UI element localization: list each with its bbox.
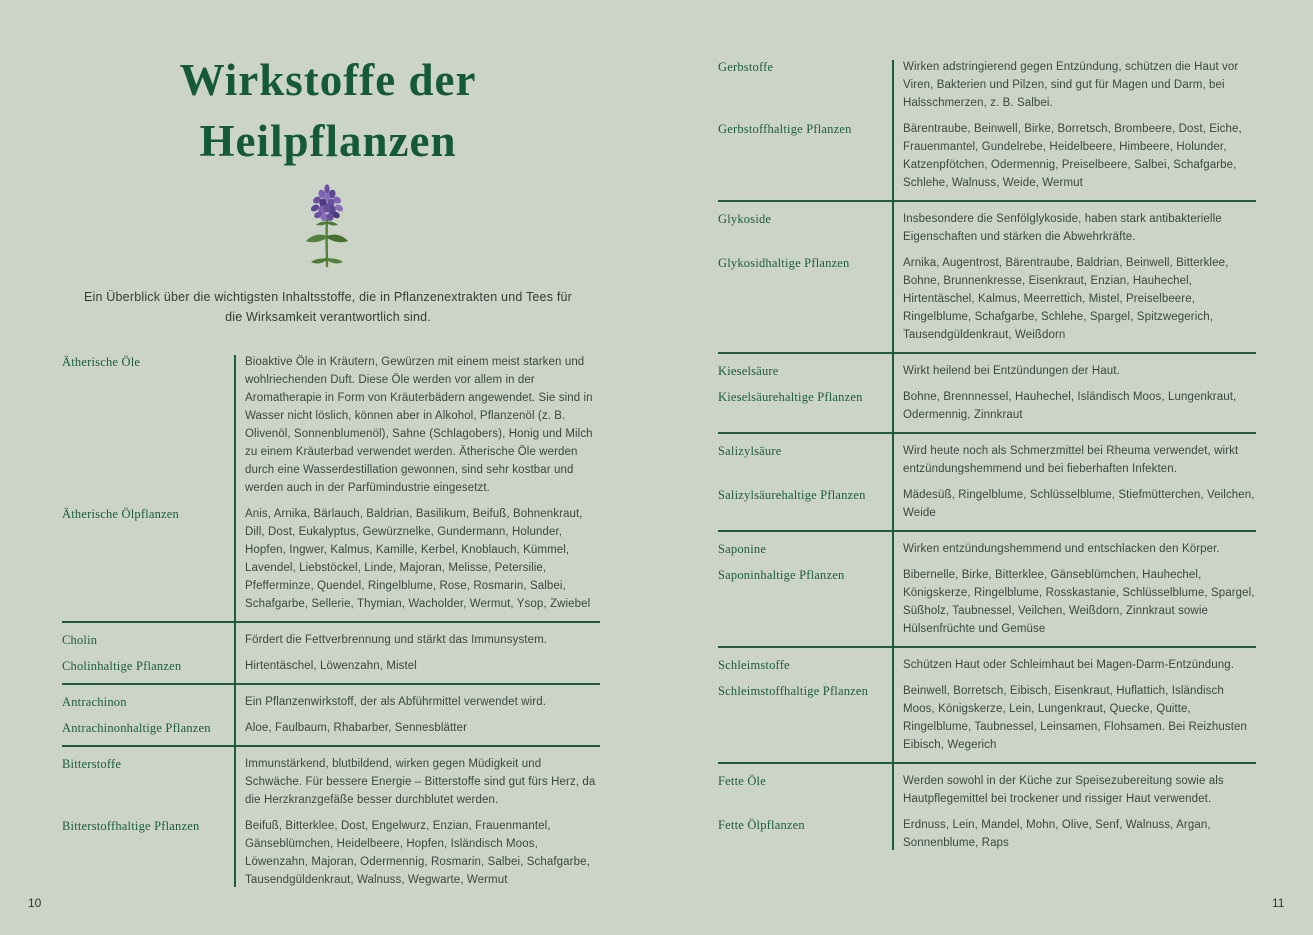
ingredient-text: Bärentraube, Beinwell, Birke, Borretsch, Brombeere, Dost, Eiche, Frauenmantel, Gundelrebe, Heidelbeere, Himbeere, Holunder, Katzenpfötchen, Odermennig, Preiselbeere, Salbei, Schafgarbe, Schlehe, Walnuss, Weide, Wermut xyxy=(903,123,1242,189)
table-row xyxy=(718,816,1256,852)
ingredient-text: Anis, Arnika, Bärlauch, Baldrian, Basilikum, Beifuß, Bohnenkraut, Dill, Dost, Eukalyptus, Gewürznelke, Gundermann, Holunder, Hopfen, Ingwer, Kalmus, Kamille, Kerbel, Knoblauch, Kümmel, Lavendel, Liebstöckel, Linde, Majoran, Melisse, Petersilie, Pfefferminze, Quendel, Ringelblume, Rose, Rosmarin, Salbei, Schafgarbe, Sellerie, Thymian, Wacholder, Wermut, Ysop, Zwiebel xyxy=(245,508,591,610)
ingredient-text: Bioaktive Öle in Kräutern, Gewürzen mit einem meist starken und wohlriechenden Duft. Diese Öle werden vor allem in der Aromatherapie in Form von Kräuterbädern angewendet. Sie sind in Wasser nicht löslich, können aber in Alkohol, Pflanzenöl (z. B. Olivenöl, Sonnenblumenöl), Sahne (Schlagobers), Honig und Milch zu einem Kräuterbad verwendet werden. Ätherische Öle werden durch eine Wasserdestillation gewonnen, sind sehr kostbar und werden auch in der Parfümindustrie eingesetzt. xyxy=(245,356,593,494)
ingredient-text: Beinwell, Borretsch, Eibisch, Eisenkraut, Huflattich, Isländisch Moos, Königskerze, Lein, Lungenkraut, Quecke, Quitte, Ringelblume, Taubnessel, Leinsamen, Flohsamen. Bei Reizhusten Eibisch, Wegerich xyxy=(903,685,1248,751)
ingredient-group xyxy=(62,621,600,683)
ingredients-table-left xyxy=(62,353,600,889)
page-number-left: 10 xyxy=(28,896,42,910)
ingredient-text: Bohne, Brennnessel, Hauhechel, Isländisch Moos, Lungenkraut, Odermennig, Zinnkraut xyxy=(903,391,1237,421)
intro-text: Ein Überblick über die wichtigsten Inhaltsstoffe, die in Pflanzenextrakten und Tees für die Wirksamkeit verantwortlich sind. xyxy=(83,290,573,324)
table-row xyxy=(718,656,1256,674)
table-row xyxy=(718,388,1256,424)
ingredient-text: Erdnuss, Lein, Mandel, Mohn, Olive, Senf, Walnuss, Argan, Sonnenblume, Raps xyxy=(903,819,1211,849)
ingredient-text: Aloe, Faulbaum, Rhabarber, Sennesblätter xyxy=(245,722,467,734)
ingredient-group xyxy=(62,353,600,621)
ingredient-text: Insbesondere die Senfölglykoside, haben stark antibakterielle Eigenschaften und stärken die Abwehrkräfte. xyxy=(903,213,1222,243)
ingredient-label: Glykosidhaltige Pflanzen xyxy=(718,256,850,270)
ingredient-group xyxy=(718,646,1256,762)
table-row xyxy=(718,772,1256,808)
ingredient-label: Saponinhaltige Pflanzen xyxy=(718,568,845,582)
ingredient-group xyxy=(718,200,1256,352)
table-row xyxy=(62,353,600,497)
table-row xyxy=(62,693,600,711)
ingredient-text: Wirken entzündungshemmend und entschlacken den Körper. xyxy=(903,543,1220,555)
ingredient-group xyxy=(62,745,600,889)
ingredient-label: Gerbstoffe xyxy=(718,60,774,74)
ingredient-text: Mädesüß, Ringelblume, Schlüsselblume, Stiefmütterchen, Veilchen, Weide xyxy=(903,489,1255,519)
table-row xyxy=(62,631,600,649)
ingredient-text: Schützen Haut oder Schleimhaut bei Magen-Darm-Entzündung. xyxy=(903,659,1235,671)
ingredient-label: Saponine xyxy=(718,542,767,556)
table-row xyxy=(62,505,600,613)
ingredient-text: Bibernelle, Birke, Bitterklee, Gänseblümchen, Hauhechel, Königskerze, Ringelblume, Rosskastanie, Schlüsselblume, Spargel, Süßholz, Taubnessel, Veilchen, Weißdorn, Zinnkraut sowie Hülsenfrüchte und Gemüse xyxy=(903,569,1255,635)
page-title-line2: Heilpflanzen xyxy=(199,116,457,166)
ingredient-label: Kieselsäurehaltige Pflanzen xyxy=(718,390,863,404)
ingredient-text: Fördert die Fettverbrennung und stärkt das Immunsystem. xyxy=(245,634,548,646)
ingredient-label: Glykoside xyxy=(718,212,772,226)
ingredient-label: Antrachinonhaltige Pflanzen xyxy=(62,721,211,735)
table-row xyxy=(718,254,1256,344)
ingredient-text: Immunstärkend, blutbildend, wirken gegen Müdigkeit und Schwäche. Für bessere Energie – Bitterstoffe sind gut fürs Herz, da die Herzkranzgefäße besser durchblutet werden. xyxy=(245,758,596,806)
table-row xyxy=(62,755,600,809)
table-row xyxy=(718,486,1256,522)
table-row xyxy=(718,540,1256,558)
table-row xyxy=(62,657,600,675)
ingredients-table-right xyxy=(718,58,1256,852)
page-title xyxy=(0,50,656,172)
ingredient-text: Hirtentäschel, Löwenzahn, Mistel xyxy=(245,660,417,672)
table-row xyxy=(718,120,1256,192)
ingredient-label: Salizylsäure xyxy=(718,444,782,458)
ingredient-group xyxy=(62,683,600,745)
ingredient-text: Wirken adstringierend gegen Entzündung, schützen die Haut vor Viren, Bakterien und Pilzen, sind gut für Magen und Darm, bei Halsschmerzen, z. B. Salbei. xyxy=(903,61,1239,109)
table-row xyxy=(62,817,600,889)
ingredient-label: Schleimstoffe xyxy=(718,658,790,672)
ingredient-label: Bitterstoffe xyxy=(62,757,122,771)
ingredient-text: Arnika, Augentrost, Bärentraube, Baldrian, Beinwell, Bitterklee, Bohne, Brunnenkresse, Eisenkraut, Enzian, Hauhechel, Hirtentäschel, Kalmus, Meerrettich, Mistel, Preiselbeere, Ringelblume, Schafgarbe, Schlehe, Spargel, Spitzwegerich, Tausendgüldenkraut, Weißdorn xyxy=(903,257,1229,341)
ingredient-group xyxy=(718,58,1256,200)
ingredient-label: Cholinhaltige Pflanzen xyxy=(62,659,182,673)
ingredient-label: Salizylsäurehaltige Pflanzen xyxy=(718,488,866,502)
table-row xyxy=(718,566,1256,638)
ingredient-group xyxy=(718,352,1256,432)
ingredient-text: Werden sowohl in der Küche zur Speisezubereitung sowie als Hautpflegemittel bei trockener und rissiger Haut verwendet. xyxy=(903,775,1224,805)
ingredient-text: Beifuß, Bitterklee, Dost, Engelwurz, Enzian, Frauenmantel, Gänseblümchen, Heidelbeere, Hopfen, Isländisch Moos, Löwenzahn, Majoran, Odermennig, Rosmarin, Salbei, Schafgarbe, Tausendgüldenkraut, Walnuss, Wegwarte, Wermut xyxy=(245,820,590,886)
ingredient-label: Ätherische Öle xyxy=(62,355,141,369)
table-row xyxy=(718,442,1256,478)
ingredient-group xyxy=(718,432,1256,530)
ingredient-label: Schleimstoffhaltige Pflanzen xyxy=(718,684,869,698)
page-title-line1: Wirkstoffe der xyxy=(179,55,477,105)
table-row xyxy=(62,719,600,737)
ingredient-label: Gerbstoffhaltige Pflanzen xyxy=(718,122,852,136)
table-row xyxy=(718,682,1256,754)
ingredient-label: Ätherische Ölpflanzen xyxy=(62,507,179,521)
ingredient-group xyxy=(718,530,1256,646)
table-row xyxy=(718,58,1256,112)
table-row xyxy=(718,362,1256,380)
ingredient-text: Wird heute noch als Schmerzmittel bei Rheuma verwendet, wirkt entzündungshemmend und bei fieberhaften Infekten. xyxy=(903,445,1239,475)
ingredient-group xyxy=(718,762,1256,852)
ingredient-label: Antrachinon xyxy=(62,695,127,709)
ingredient-label: Cholin xyxy=(62,633,98,647)
ingredient-label: Fette Ölpflanzen xyxy=(718,818,805,832)
page-number-right: 11 xyxy=(1272,896,1285,910)
ingredient-label: Bitterstoffhaltige Pflanzen xyxy=(62,819,200,833)
ingredient-label: Kieselsäure xyxy=(718,364,779,378)
ingredient-label: Fette Öle xyxy=(718,774,766,788)
table-row xyxy=(718,210,1256,246)
ingredient-text: Ein Pflanzenwirkstoff, der als Abführmittel verwendet wird. xyxy=(245,696,546,708)
ingredient-text: Wirkt heilend bei Entzündungen der Haut. xyxy=(903,365,1120,377)
flower-illustration-icon xyxy=(301,184,353,268)
